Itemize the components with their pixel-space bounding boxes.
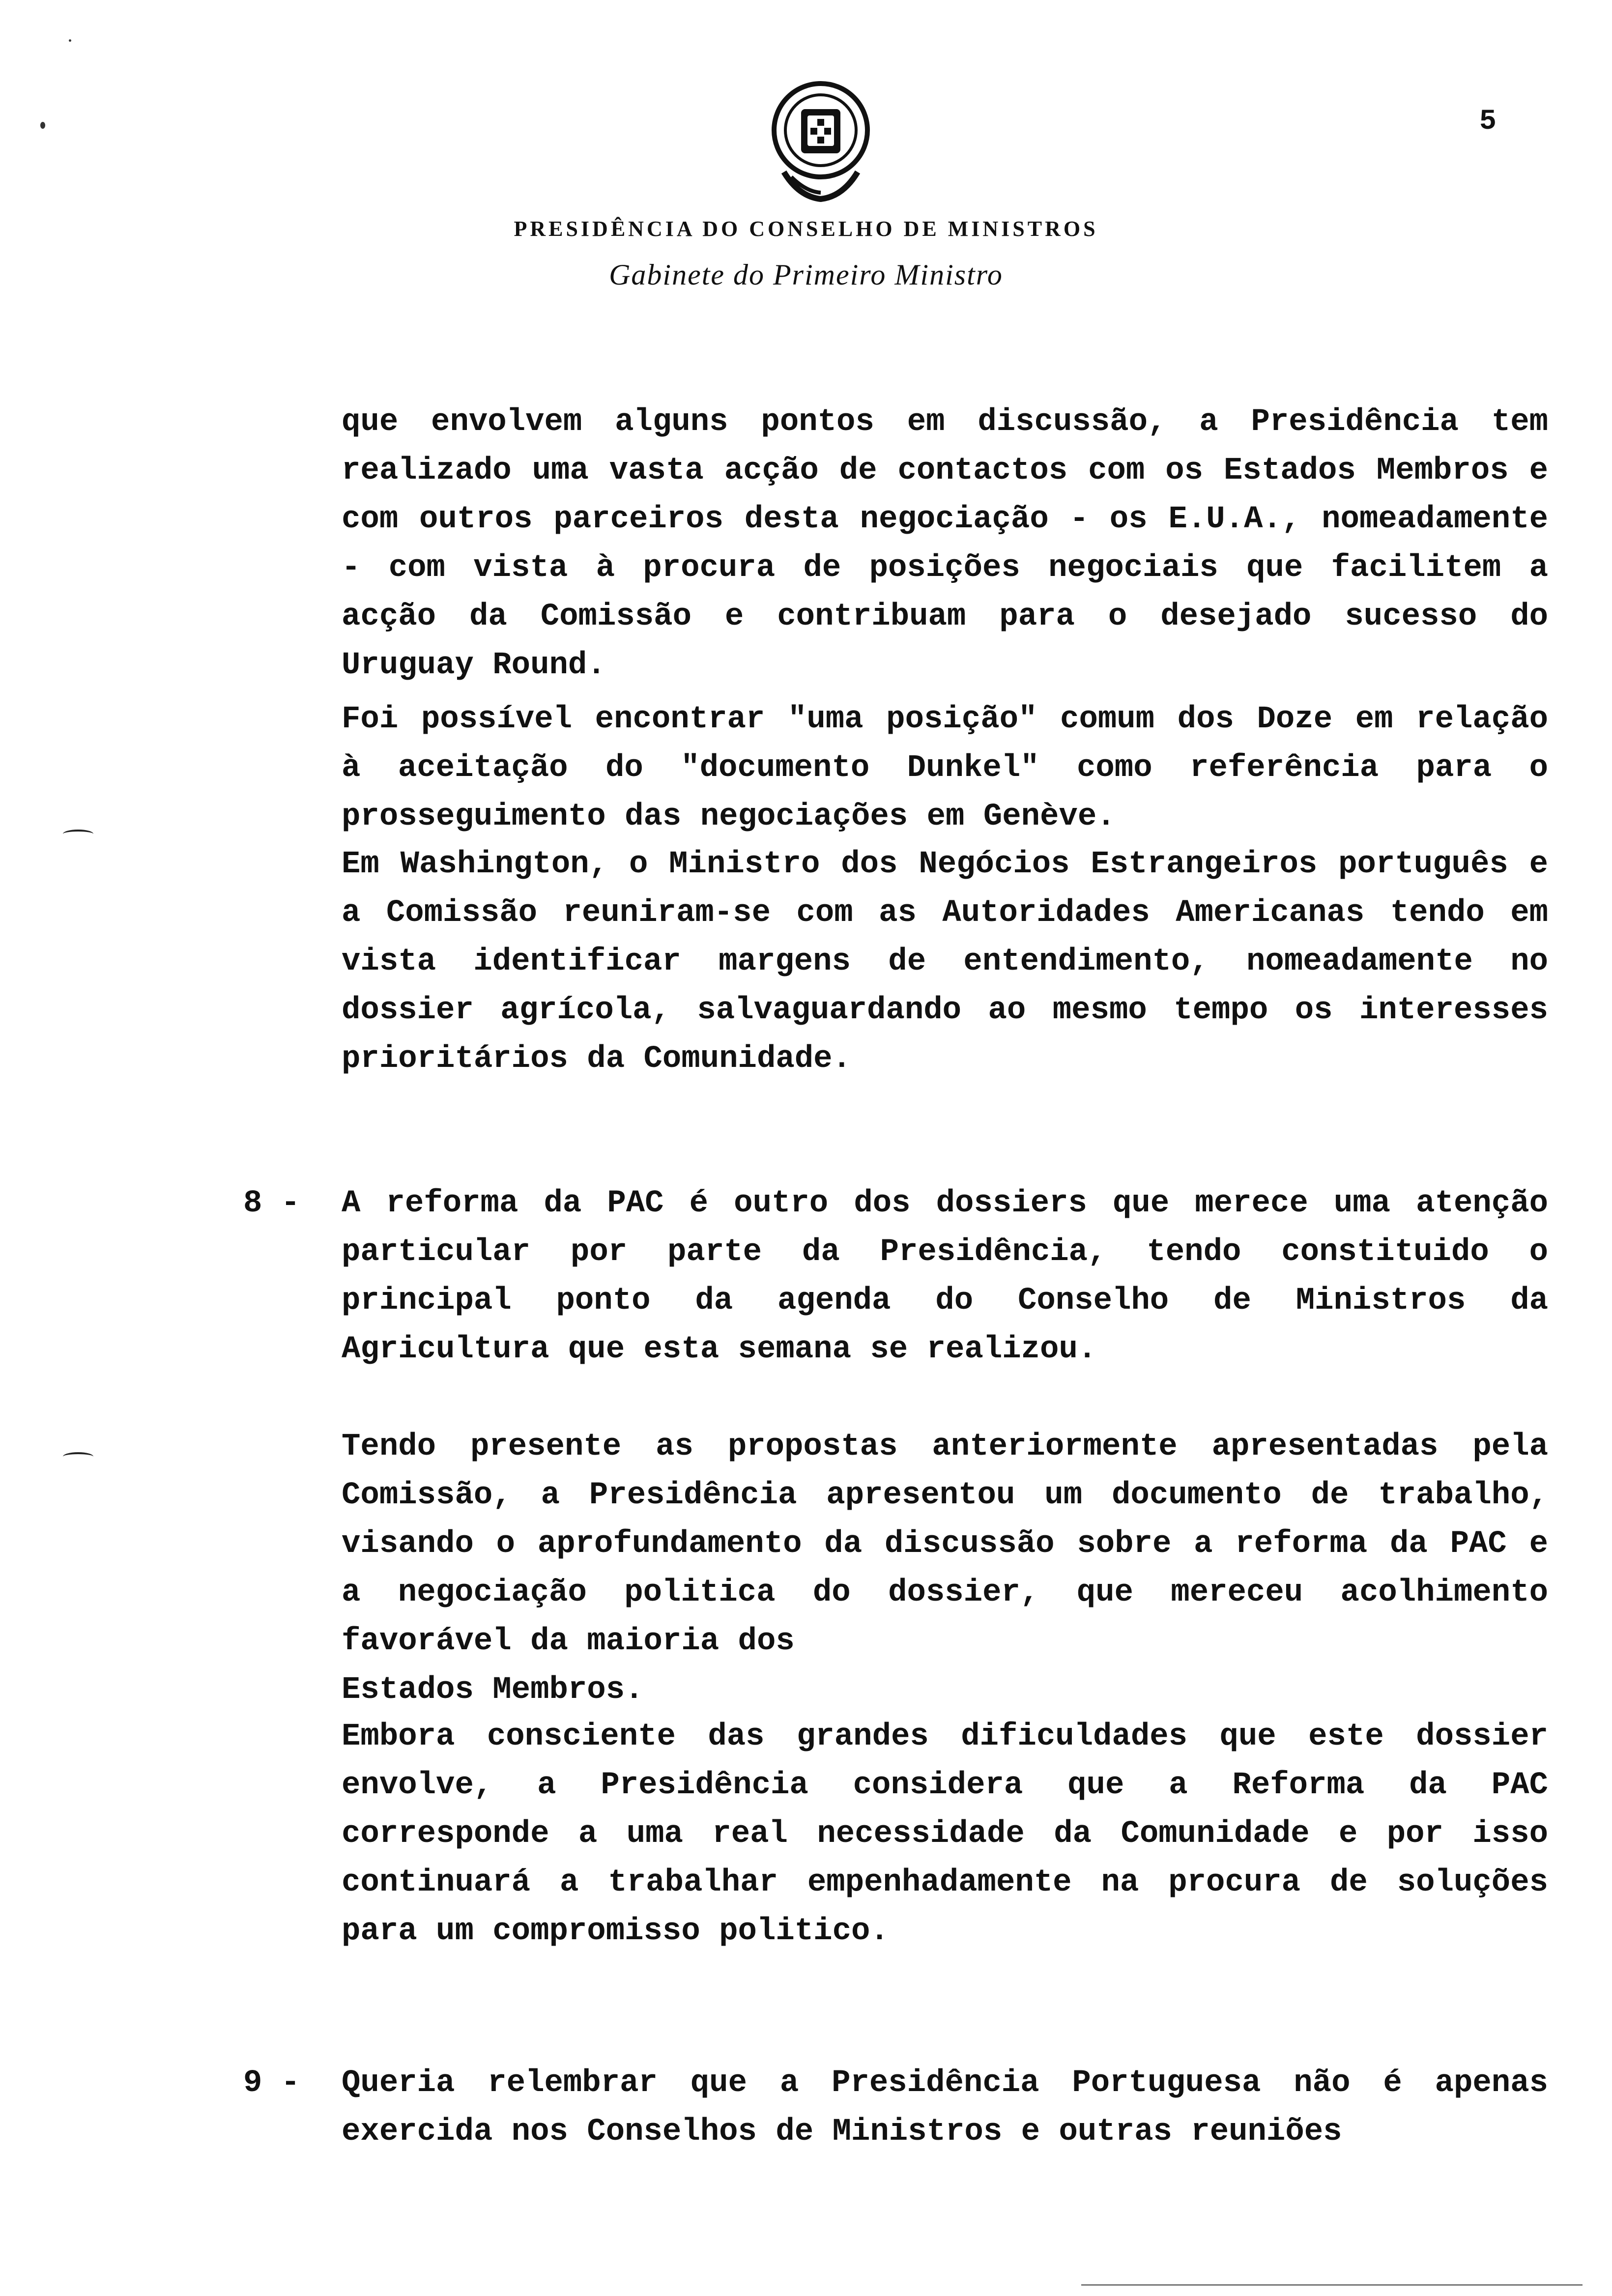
margin-mark [63, 1452, 93, 1461]
paragraph-text-continued: Estados Membros. [342, 1672, 644, 1708]
office-name: Gabinete do Primeiro Ministro [609, 258, 1003, 291]
item-8-paragraph-1 [342, 1179, 1548, 1374]
margin-mark [63, 830, 93, 838]
item-9-paragraph-1 [342, 2059, 1548, 2156]
paragraph-dunkel [342, 695, 1548, 841]
paragraph-text: Embora consciente das grandes dificuldades que este dossier envolve, a Presidência considera que a Reforma da PAC corresponde a uma real necessidade da Comunidade e por isso continuará a trabalhar empenhadamente na procura de soluções para um compromisso politico. [342, 1719, 1548, 1949]
paragraph-text: Em Washington, o Ministro dos Negócios Estrangeiros português e a Comissão reuniram-se com as Autoridades Americanas tendo em vista identificar margens de entendimento, nomeadamente no dossier agrícola, salvaguardando ao mesmo tempo os interesses prioritários da Comunidade. [342, 847, 1548, 1077]
item-number-8: 8 - [243, 1186, 300, 1221]
coat-of-arms-seal-icon [764, 79, 877, 206]
organization-name: PRESIDÊNCIA DO CONSELHO DE MINISTROS [514, 217, 1098, 241]
item-number-9: 9 - [243, 2066, 300, 2101]
page-number: 5 [1479, 106, 1497, 138]
bottom-edge-rule [1081, 2284, 1583, 2286]
paragraph-text: Foi possível encontrar "uma posição" comum dos Doze em relação à aceitação do "documento Dunkel" como referência para o prosseguimento das negociações em Genève. [342, 702, 1548, 834]
scan-speck [40, 122, 45, 129]
item-8-paragraph-2 [342, 1423, 1548, 1715]
paragraph-washington [342, 840, 1548, 1084]
paragraph-text: que envolvem alguns pontos em discussão, a Presidência tem realizado uma vasta acção de contactos com os Estados Membros e com outros parceiros desta negociação - os E.U.A., nomeadamente - com vista à procura de posições negociais que facilitem a acção da Comissão e contribuam para o desejado sucesso do Uruguay Round. [342, 404, 1548, 683]
paragraph-uruguay-round [342, 398, 1548, 690]
paragraph-text: Tendo presente as propostas anteriormente apresentadas pela Comissão, a Presidência apresentou um documento de trabalho, visando o aprofundamento da discussão sobre a reforma da PAC e a negociação politica do dossier, que mereceu acolhimento favorável da maioria dos [342, 1429, 1548, 1659]
scan-speck [69, 39, 71, 42]
paragraph-text: A reforma da PAC é outro dos dossiers que merece uma atenção particular por parte da Presidência, tendo constituido o principal ponto da agenda do Conselho de Ministros da Agricultura que esta semana se realizou. [342, 1186, 1548, 1367]
item-8-paragraph-3 [342, 1713, 1548, 1956]
paragraph-text: Queria relembrar que a Presidência Portuguesa não é apenas exercida nos Conselhos de Ministros e outras reuniões [342, 2066, 1548, 2150]
